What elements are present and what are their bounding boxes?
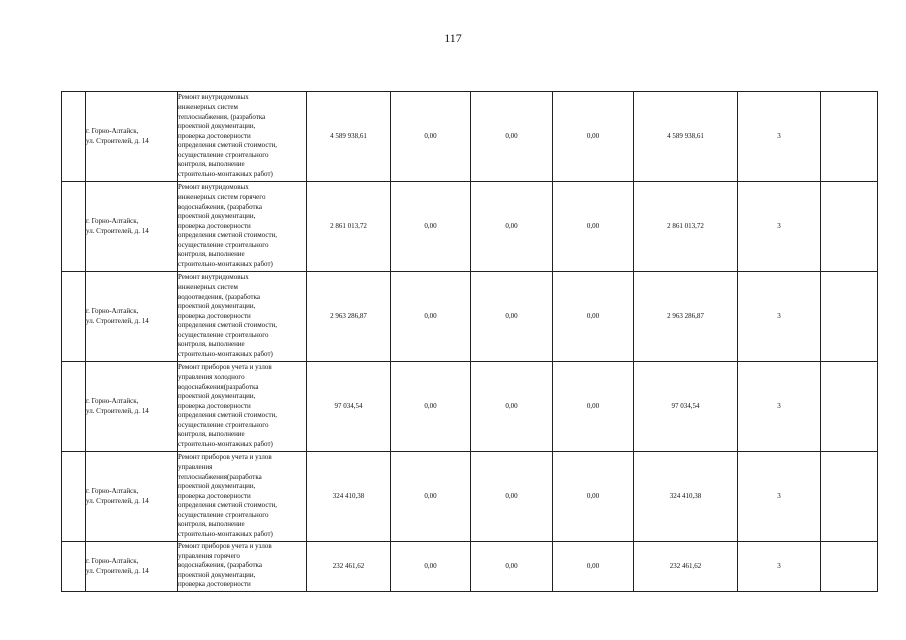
period-code-cell: 3 xyxy=(738,452,821,542)
address-line: ул. Строителей, д. 14 xyxy=(86,496,149,505)
work-description-line: строительно-монтажных работ) xyxy=(178,440,273,449)
work-description-line: контроля, выполнение xyxy=(178,160,245,169)
work-description-line: осуществление строительного xyxy=(178,150,269,159)
work-description-line: проверка достоверности xyxy=(178,580,251,589)
total-cost-cell: 4 589 938,61 xyxy=(307,92,391,182)
table-row xyxy=(62,182,878,272)
federal-funds-cell: 0,00 xyxy=(391,362,471,452)
work-description-line: проверка достоверности xyxy=(178,221,251,230)
address-line: ул. Строителей, д. 14 xyxy=(86,226,149,235)
local-funds-cell: 0,00 xyxy=(553,182,634,272)
work-description-line: контроля, выполнение xyxy=(178,250,245,259)
work-description-line: проверка достоверности xyxy=(178,491,251,500)
work-description-line: определения сметной стоимости, xyxy=(178,141,278,150)
total-cost-cell: 97 034,54 xyxy=(307,362,391,452)
regional-funds-cell: 0,00 xyxy=(471,362,553,452)
work-description-line: водоснабжения, (разработка xyxy=(178,202,262,211)
work-description-cell xyxy=(178,362,307,452)
work-description-line: проверка достоверности xyxy=(178,311,251,320)
owner-funds-cell: 324 410,38 xyxy=(634,452,738,542)
work-description-line: контроля, выполнение xyxy=(178,340,245,349)
work-description-line: осуществление строительного xyxy=(178,420,269,429)
work-description-line: теплоснабжения(разработка xyxy=(178,472,262,481)
work-description-line: определения сметной стоимости, xyxy=(178,411,278,420)
total-cost-cell: 232 461,62 xyxy=(307,542,391,592)
capital-repair-table xyxy=(61,91,878,592)
period-code-cell: 3 xyxy=(738,92,821,182)
page-number: 117 xyxy=(444,31,462,45)
table-row xyxy=(62,452,878,542)
period-code-cell: 3 xyxy=(738,182,821,272)
work-description-line: контроля, выполнение xyxy=(178,430,245,439)
period-code-cell: 3 xyxy=(738,362,821,452)
local-funds-cell: 0,00 xyxy=(553,362,634,452)
owner-funds-cell: 2 963 286,87 xyxy=(634,272,738,362)
work-description-line: проектной документации, xyxy=(178,392,256,401)
work-description-line: Ремонт внутридомовых xyxy=(178,183,249,192)
work-description-cell xyxy=(178,272,307,362)
address-line: г. Горно-Алтайск, xyxy=(86,126,139,135)
federal-funds-cell: 0,00 xyxy=(391,542,471,592)
work-description-line: проектной документации, xyxy=(178,302,256,311)
work-description-line: теплоснабжения, (разработка xyxy=(178,112,266,121)
work-description-line: строительно-монтажных работ) xyxy=(178,170,273,179)
work-description-line: осуществление строительного xyxy=(178,510,269,519)
federal-funds-cell: 0,00 xyxy=(391,182,471,272)
federal-funds-cell: 0,00 xyxy=(391,272,471,362)
row-index-cell xyxy=(62,272,86,362)
row-index-cell xyxy=(62,92,86,182)
work-description-line: строительно-монтажных работ) xyxy=(178,350,273,359)
notes-cell xyxy=(821,182,878,272)
work-description-cell xyxy=(178,182,307,272)
notes-cell xyxy=(821,542,878,592)
owner-funds-cell: 2 861 013,72 xyxy=(634,182,738,272)
work-description-line: определения сметной стоимости, xyxy=(178,501,278,510)
work-description-line: Ремонт внутридомовых xyxy=(178,273,249,282)
work-description-line: контроля, выполнение xyxy=(178,520,245,529)
work-description-line: водоотведения, (разработка xyxy=(178,292,260,301)
work-description-line: проектной документации, xyxy=(178,482,256,491)
notes-cell xyxy=(821,272,878,362)
address-cell xyxy=(86,542,178,592)
work-description-line: осуществление строительного xyxy=(178,330,269,339)
table-row xyxy=(62,542,878,592)
work-description-line: проектной документации, xyxy=(178,212,256,221)
address-line: ул. Строителей, д. 14 xyxy=(86,566,149,575)
work-description-line: Ремонт приборов учета и узлов xyxy=(178,542,272,550)
address-line: ул. Строителей, д. 14 xyxy=(86,316,149,325)
regional-funds-cell: 0,00 xyxy=(471,92,553,182)
address-line: г. Горно-Алтайск, xyxy=(86,556,139,565)
address-line: г. Горно-Алтайск, xyxy=(86,396,139,405)
owner-funds-cell: 97 034,54 xyxy=(634,362,738,452)
regional-funds-cell: 0,00 xyxy=(471,272,553,362)
row-index-cell xyxy=(62,542,86,592)
owner-funds-cell: 4 589 938,61 xyxy=(634,92,738,182)
local-funds-cell: 0,00 xyxy=(553,452,634,542)
work-description-line: инженерных систем xyxy=(178,102,238,111)
row-index-cell xyxy=(62,362,86,452)
regional-funds-cell: 0,00 xyxy=(471,542,553,592)
work-description-cell xyxy=(178,92,307,182)
notes-cell xyxy=(821,452,878,542)
work-description-line: Ремонт приборов учета и узлов xyxy=(178,363,272,372)
period-code-cell: 3 xyxy=(738,272,821,362)
regional-funds-cell: 0,00 xyxy=(471,182,553,272)
work-description-line: проектной документации, xyxy=(178,570,256,579)
work-description-line: строительно-монтажных работ) xyxy=(178,530,273,539)
local-funds-cell: 0,00 xyxy=(553,542,634,592)
local-funds-cell: 0,00 xyxy=(553,272,634,362)
row-index-cell xyxy=(62,182,86,272)
total-cost-cell: 2 861 013,72 xyxy=(307,182,391,272)
notes-cell xyxy=(821,362,878,452)
work-description-line: определения сметной стоимости, xyxy=(178,321,278,330)
address-line: ул. Строителей, д. 14 xyxy=(86,136,149,145)
total-cost-cell: 324 410,38 xyxy=(307,452,391,542)
work-description-line: управления холодного xyxy=(178,372,245,381)
address-line: ул. Строителей, д. 14 xyxy=(86,406,149,415)
regional-funds-cell: 0,00 xyxy=(471,452,553,542)
address-line: г. Горно-Алтайск, xyxy=(86,216,139,225)
total-cost-cell: 2 963 286,87 xyxy=(307,272,391,362)
owner-funds-cell: 232 461,62 xyxy=(634,542,738,592)
notes-cell xyxy=(821,92,878,182)
federal-funds-cell: 0,00 xyxy=(391,92,471,182)
work-description-line: Ремонт приборов учета и узлов xyxy=(178,453,272,462)
federal-funds-cell: 0,00 xyxy=(391,452,471,542)
work-description-cell xyxy=(178,542,307,592)
work-description-line: проектной документации, xyxy=(178,122,256,131)
address-cell xyxy=(86,452,178,542)
address-cell xyxy=(86,182,178,272)
work-description-cell xyxy=(178,452,307,542)
address-line: г. Горно-Алтайск, xyxy=(86,486,139,495)
table-row xyxy=(62,362,878,452)
work-description-line: водоснабжения, (разработка xyxy=(178,561,262,570)
work-description-line: инженерных систем горячего xyxy=(178,192,266,201)
address-line: г. Горно-Алтайск, xyxy=(86,306,139,315)
work-description-line: управления xyxy=(178,462,213,471)
work-description-line: проверка достоверности xyxy=(178,401,251,410)
address-cell xyxy=(86,362,178,452)
work-description-line: водоснабжения(разработка xyxy=(178,382,259,391)
work-description-line: инженерных систем xyxy=(178,282,238,291)
work-description-line: строительно-монтажных работ) xyxy=(178,260,273,269)
table-row xyxy=(62,92,878,182)
work-description-line: осуществление строительного xyxy=(178,240,269,249)
work-description-line: проверка достоверности xyxy=(178,131,251,140)
table-row xyxy=(62,272,878,362)
address-cell xyxy=(86,92,178,182)
period-code-cell: 3 xyxy=(738,542,821,592)
row-index-cell xyxy=(62,452,86,542)
address-cell xyxy=(86,272,178,362)
work-description-line: определения сметной стоимости, xyxy=(178,231,278,240)
work-description-line: управления горячего xyxy=(178,551,240,560)
local-funds-cell: 0,00 xyxy=(553,92,634,182)
work-description-line: Ремонт внутридомовых xyxy=(178,93,249,102)
